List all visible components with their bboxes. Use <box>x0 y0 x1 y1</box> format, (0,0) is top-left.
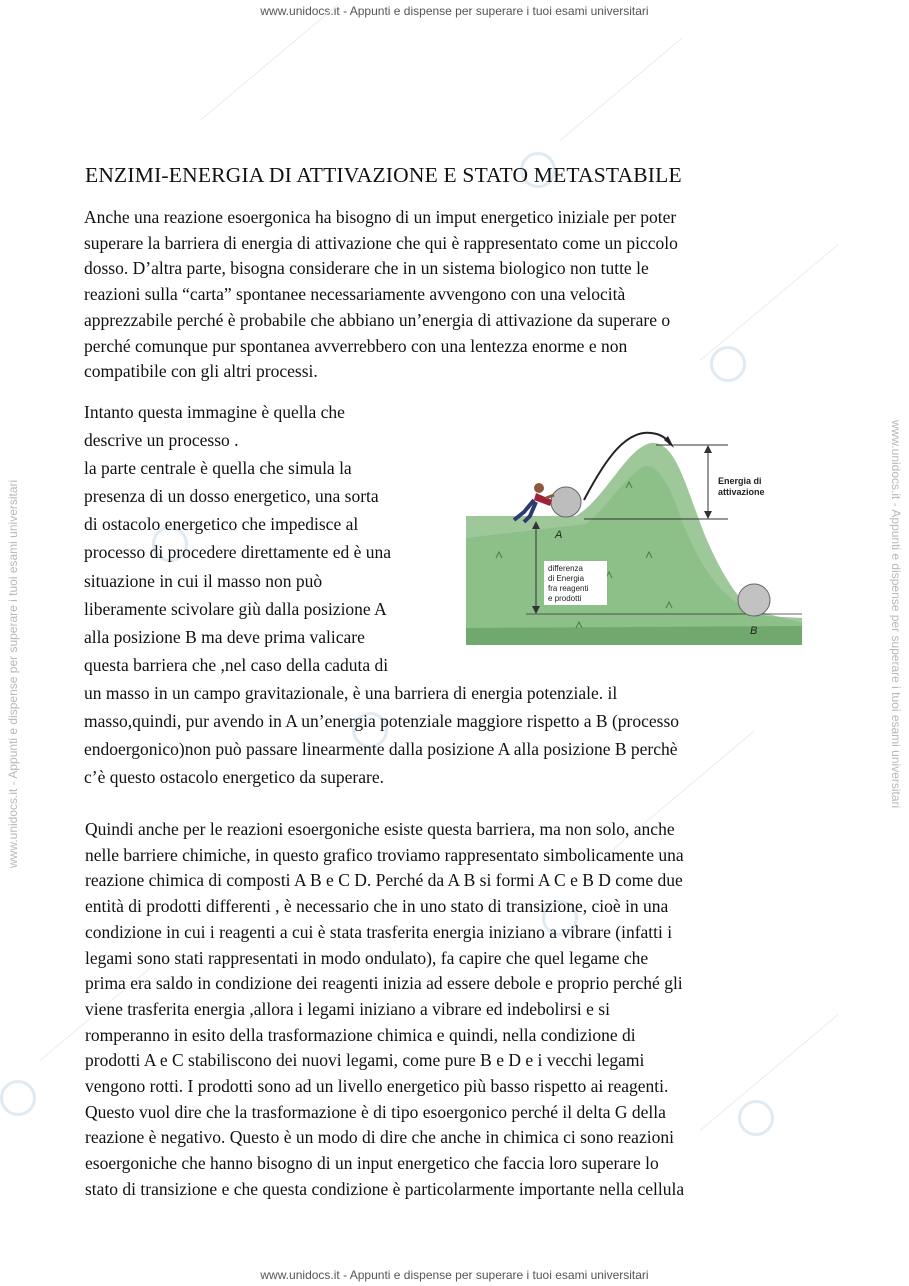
watermark-logo-icon <box>738 1100 774 1136</box>
text-line: presenza di un dosso energetico, una sorta <box>84 486 379 507</box>
text-line: vengono rotti. I prodotti sono ad un livello energetico più basso rispetto ai reagenti. <box>85 1076 669 1097</box>
difference-label: fra reagenti <box>548 584 589 593</box>
text-line: romperanno in esito della trasformazione chimica e quindi, nella condizione di <box>85 1024 636 1045</box>
text-line: apprezzabile perché è probabile che abbiano un’energia di attivazione da superare o <box>84 309 671 330</box>
text-line: Questo vuol dire che la trasformazione è di tipo esoergonico perché il delta G della <box>85 1101 666 1122</box>
text-line: alla posizione B ma deve prima valicare <box>84 626 365 647</box>
point-a-label: A <box>555 529 563 541</box>
watermark-logo-icon <box>0 1080 36 1116</box>
point-b-label: B <box>750 625 758 637</box>
text-line: un masso in un campo gravitazionale, è una barriera di energia potenziale. il <box>84 682 618 703</box>
paragraph-chemistry <box>85 817 684 1203</box>
difference-label: e prodotti <box>548 594 582 603</box>
text-line: la parte centrale è quella che simula la <box>84 458 352 479</box>
watermark-logo-icon <box>710 346 746 382</box>
footer-watermark: www.unidocs.it - Appunti e dispense per superare i tuoi esami universitari <box>260 1268 649 1282</box>
difference-label: differenza <box>548 564 583 573</box>
text-line: nelle barriere chimiche, in questo grafico troviamo rappresentato simbolicamente una <box>85 844 684 865</box>
text-line: processo di procedere direttamente ed è una <box>84 542 392 563</box>
text-line: liberamente scivolare giù dalla posizione A <box>84 598 387 619</box>
header-watermark: www.unidocs.it - Appunti e dispense per superare i tuoi esami universitari <box>260 4 649 18</box>
text-line: Quindi anche per le reazioni esoergoniche esiste questa barriera, ma non solo, anche <box>85 819 675 839</box>
activation-arrow-head-down <box>704 511 712 519</box>
text-line: stato di transizione e che questa condizione è particolarmente importante nella cellula <box>85 1178 685 1199</box>
text-line: superare la barriera di energia di attivazione che qui è rappresentato come un piccolo <box>84 232 678 253</box>
text-line: dosso. D’altra parte, bisogna considerare che in un sistema biologico non tutte le <box>84 258 649 279</box>
activation-energy-label: attivazione <box>718 487 765 497</box>
text-line: situazione in cui il masso non può <box>84 570 323 591</box>
energy-hill-illustration <box>466 428 802 645</box>
text-line: reazione è negativo. Questo è un modo di dire che anche in chimica ci sono reazioni <box>85 1127 674 1148</box>
side-watermark-left: www.unidocs.it - Appunti e dispense per superare i tuoi esami universitari <box>6 479 20 868</box>
text-line: endoergonico)non può passare linearmente dalla posizione A alla posizione B perchè <box>84 739 678 760</box>
activation-arrow-head-up <box>704 445 712 453</box>
activation-energy-label: Energia di <box>718 476 762 486</box>
text-line: di ostacolo energetico che impedisce al <box>84 514 359 535</box>
text-line: masso,quindi, pur avendo in A un’energia potenziale maggiore rispetto a B (processo <box>84 711 680 732</box>
side-watermark-right: www.unidocs.it - Appunti e dispense per superare i tuoi esami universitari <box>889 420 903 809</box>
text-line: c’è questo ostacolo energetico da superare. <box>84 767 384 788</box>
text-line: Anche una reazione esoergonica ha bisogno di un imput energetico iniziale per poter <box>84 207 677 227</box>
text-line: descrive un processo . <box>84 430 239 451</box>
document-title: ENZIMI-ENERGIA DI ATTIVAZIONE E STATO METASTABILE <box>85 163 682 187</box>
text-line: esoergoniche che hanno bisogno di un input energetico che faccia loro superare lo <box>85 1153 659 1174</box>
text-line: reazioni sulla “carta” spontanee necessariamente avvengono con una velocità <box>84 284 626 305</box>
text-line: compatibile con gli altri processi. <box>84 361 318 382</box>
boulder-b <box>738 584 770 616</box>
text-line: prima era saldo in condizione dei reagenti inizia ad essere debole e proprio perché gli <box>85 973 683 994</box>
boulder-a <box>551 487 581 517</box>
text-line: condizione in cui i reagenti a cui è stata trasferita energia iniziano a vibrare (infatti i <box>85 921 673 942</box>
text-line: entità di prodotti differenti , è necessario che in uno stato di transizione, cioè in una <box>85 896 669 917</box>
text-line: viene trasferita energia ,allora i legami iniziano a vibrare ed indebolirsi e si <box>85 998 610 1019</box>
text-line: Intanto questa immagine è quella che <box>84 402 345 422</box>
watermark-stripe <box>700 244 839 360</box>
watermark-stripe <box>560 37 683 141</box>
text-line: legami sono stati rappresentati in modo ondulato), fa capire che quel legame che <box>85 947 649 968</box>
text-line: prodotti A e C stabiliscono dei nuovi legami, come pure B e D e i vecchi legami <box>85 1050 645 1071</box>
text-line: questa barriera che ,nel caso della caduta di <box>84 654 389 675</box>
difference-label: di Energia <box>548 574 585 583</box>
text-line: reazione chimica di composti A B e C D. Perché da A B si formi A C e B D come due <box>85 870 683 891</box>
activation-energy-figure <box>466 428 802 645</box>
watermark-stripe <box>200 4 339 120</box>
paragraph-intro <box>84 205 678 385</box>
text-line: perché comunque pur spontanea avverrebbero con una lentezza enorme e non <box>84 335 628 356</box>
